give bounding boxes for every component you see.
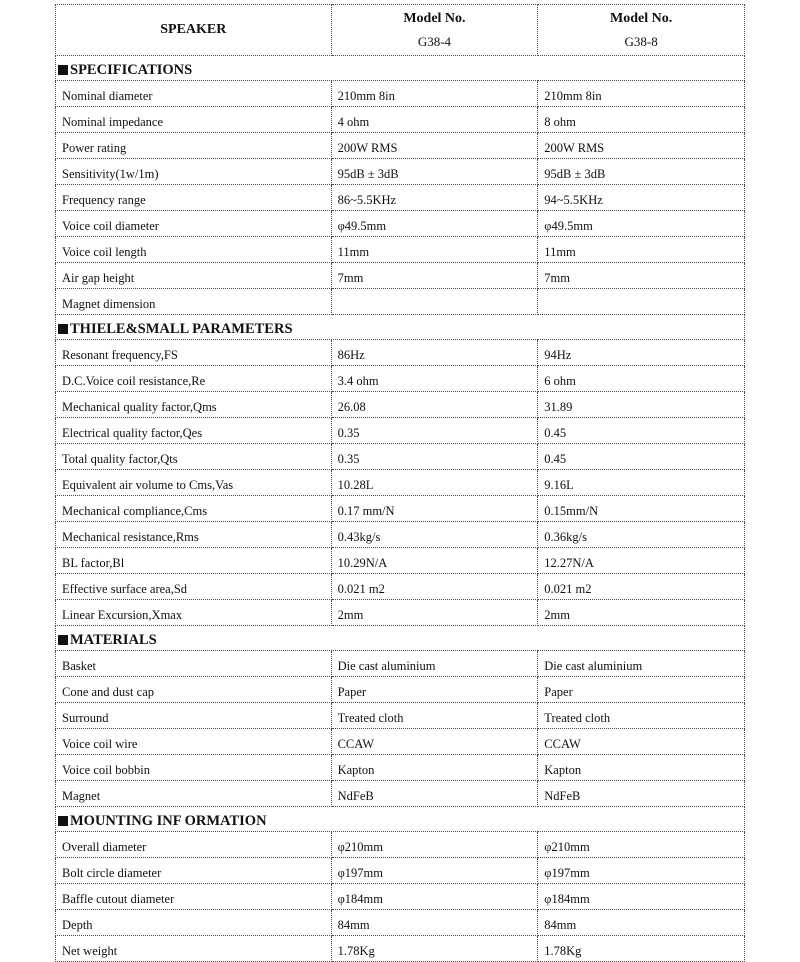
table-row xyxy=(56,185,745,211)
table-row xyxy=(56,470,745,496)
row-value-model1: 2mm xyxy=(331,600,538,626)
row-label: Magnet dimension xyxy=(56,289,332,315)
row-value-model2: 12.27N/A xyxy=(538,548,745,574)
header-speaker: SPEAKER xyxy=(56,5,332,56)
row-value-model2: φ197mm xyxy=(538,858,745,884)
row-value-model1: 86Hz xyxy=(331,340,538,366)
section-title-cell xyxy=(56,807,745,832)
row-value-model1 xyxy=(331,289,538,315)
header-model-1-title: Model No. xyxy=(403,10,466,26)
table-row xyxy=(56,858,745,884)
table-row xyxy=(56,548,745,574)
section-title: MOUNTING INF ORMATION xyxy=(70,812,267,829)
row-value-model2: 0.45 xyxy=(538,444,745,470)
section-title: MATERIALS xyxy=(70,631,157,648)
row-value-model1: φ197mm xyxy=(331,858,538,884)
table-row xyxy=(56,263,745,289)
table-row xyxy=(56,522,745,548)
row-value-model1: 10.29N/A xyxy=(331,548,538,574)
row-label: Cone and dust cap xyxy=(56,677,332,703)
table-row xyxy=(56,677,745,703)
table-row xyxy=(56,159,745,185)
table-row xyxy=(56,884,745,910)
section-title-cell xyxy=(56,626,745,651)
row-value-model2: 7mm xyxy=(538,263,745,289)
row-value-model1: φ49.5mm xyxy=(331,211,538,237)
row-value-model1: φ210mm xyxy=(331,832,538,858)
row-value-model2: 200W RMS xyxy=(538,133,745,159)
row-label: Resonant frequency,FS xyxy=(56,340,332,366)
row-value-model2: φ184mm xyxy=(538,884,745,910)
row-label: Voice coil length xyxy=(56,237,332,263)
table-row xyxy=(56,366,745,392)
row-value-model2: Paper xyxy=(538,677,745,703)
row-label: Power rating xyxy=(56,133,332,159)
row-label: Sensitivity(1w/1m) xyxy=(56,159,332,185)
row-value-model1: 84mm xyxy=(331,910,538,936)
row-value-model2: 0.36kg/s xyxy=(538,522,745,548)
row-label: Overall diameter xyxy=(56,832,332,858)
row-value-model1: 4 ohm xyxy=(331,107,538,133)
row-value-model1: 0.43kg/s xyxy=(331,522,538,548)
bullet-square-icon xyxy=(58,324,68,334)
section-title-cell xyxy=(56,315,745,340)
row-value-model2: 0.45 xyxy=(538,418,745,444)
row-label: Equivalent air volume to Cms,Vas xyxy=(56,470,332,496)
row-value-model2: CCAW xyxy=(538,729,745,755)
row-value-model1: 7mm xyxy=(331,263,538,289)
row-value-model2: 95dB ± 3dB xyxy=(538,159,745,185)
row-value-model1: 11mm xyxy=(331,237,538,263)
row-value-model1: 26.08 xyxy=(331,392,538,418)
bullet-square-icon xyxy=(58,635,68,645)
header-model-1 xyxy=(331,5,538,56)
row-label: Effective surface area,Sd xyxy=(56,574,332,600)
table-body xyxy=(56,5,745,962)
row-value-model2: Die cast aluminium xyxy=(538,651,745,677)
row-value-model1: Kapton xyxy=(331,755,538,781)
row-value-model1: 210mm 8in xyxy=(331,81,538,107)
row-label: Net weight xyxy=(56,936,332,962)
section-title: THIELE&SMALL PARAMETERS xyxy=(70,320,293,337)
table-header-row xyxy=(56,5,745,56)
row-label: Voice coil wire xyxy=(56,729,332,755)
row-label: D.C.Voice coil resistance,Re xyxy=(56,366,332,392)
row-value-model2: 9.16L xyxy=(538,470,745,496)
row-label: Mechanical quality factor,Qms xyxy=(56,392,332,418)
row-label: Voice coil bobbin xyxy=(56,755,332,781)
row-value-model2: NdFeB xyxy=(538,781,745,807)
header-model-2-value: G38-8 xyxy=(624,33,658,49)
row-value-model2: 1.78Kg xyxy=(538,936,745,962)
table-row xyxy=(56,392,745,418)
row-value-model1: 0.17 mm/N xyxy=(331,496,538,522)
table-row xyxy=(56,133,745,159)
row-value-model2: 31.89 xyxy=(538,392,745,418)
header-model-2-title: Model No. xyxy=(610,10,673,26)
table-row xyxy=(56,910,745,936)
row-value-model1: 200W RMS xyxy=(331,133,538,159)
row-value-model2: φ49.5mm xyxy=(538,211,745,237)
row-label: Air gap height xyxy=(56,263,332,289)
row-label: Basket xyxy=(56,651,332,677)
section-header-row xyxy=(56,315,745,340)
table-row xyxy=(56,600,745,626)
row-value-model1: Paper xyxy=(331,677,538,703)
row-value-model2: 0.15mm/N xyxy=(538,496,745,522)
row-label: Magnet xyxy=(56,781,332,807)
table-row xyxy=(56,107,745,133)
row-label: Mechanical resistance,Rms xyxy=(56,522,332,548)
row-value-model1: 86~5.5KHz xyxy=(331,185,538,211)
section-header-row xyxy=(56,56,745,81)
table-row xyxy=(56,729,745,755)
row-value-model1: Die cast aluminium xyxy=(331,651,538,677)
row-value-model1: NdFeB xyxy=(331,781,538,807)
row-value-model1: φ184mm xyxy=(331,884,538,910)
table-row xyxy=(56,703,745,729)
section-title-cell xyxy=(56,56,745,81)
row-value-model2: 6 ohm xyxy=(538,366,745,392)
row-label: Nominal diameter xyxy=(56,81,332,107)
table-row xyxy=(56,574,745,600)
header-model-2 xyxy=(538,5,745,56)
row-label: Surround xyxy=(56,703,332,729)
table-row xyxy=(56,289,745,315)
row-value-model2: φ210mm xyxy=(538,832,745,858)
bullet-square-icon xyxy=(58,65,68,75)
section-title: SPECIFICATIONS xyxy=(70,61,193,78)
table-row xyxy=(56,936,745,962)
row-label: Total quality factor,Qts xyxy=(56,444,332,470)
row-label: Voice coil diameter xyxy=(56,211,332,237)
row-label: Linear Excursion,Xmax xyxy=(56,600,332,626)
table-row xyxy=(56,340,745,366)
section-header-row xyxy=(56,626,745,651)
table-row xyxy=(56,211,745,237)
row-value-model1: 10.28L xyxy=(331,470,538,496)
row-value-model1: CCAW xyxy=(331,729,538,755)
row-value-model2: 94~5.5KHz xyxy=(538,185,745,211)
row-label: Bolt circle diameter xyxy=(56,858,332,884)
table-row xyxy=(56,81,745,107)
row-value-model2: 94Hz xyxy=(538,340,745,366)
row-value-model2: 84mm xyxy=(538,910,745,936)
table-row xyxy=(56,418,745,444)
table-row xyxy=(56,496,745,522)
row-label: Mechanical compliance,Cms xyxy=(56,496,332,522)
row-value-model2: Kapton xyxy=(538,755,745,781)
speaker-specification-table xyxy=(55,4,745,962)
row-value-model2: 0.021 m2 xyxy=(538,574,745,600)
header-model-1-value: G38-4 xyxy=(417,33,452,49)
row-value-model2: 11mm xyxy=(538,237,745,263)
row-value-model1: Treated cloth xyxy=(331,703,538,729)
row-value-model1: 3.4 ohm xyxy=(331,366,538,392)
row-value-model1: 1.78Kg xyxy=(331,936,538,962)
row-label: Nominal impedance xyxy=(56,107,332,133)
row-value-model1: 95dB ± 3dB xyxy=(331,159,538,185)
table-row xyxy=(56,832,745,858)
row-value-model2: 210mm 8in xyxy=(538,81,745,107)
bullet-square-icon xyxy=(58,816,68,826)
row-value-model2: 2mm xyxy=(538,600,745,626)
table-row xyxy=(56,651,745,677)
table-row xyxy=(56,781,745,807)
table-row xyxy=(56,444,745,470)
table-row xyxy=(56,237,745,263)
row-label: Baffle cutout diameter xyxy=(56,884,332,910)
row-value-model2: Treated cloth xyxy=(538,703,745,729)
row-label: BL factor,Bl xyxy=(56,548,332,574)
row-label: Frequency range xyxy=(56,185,332,211)
row-label: Electrical quality factor,Qes xyxy=(56,418,332,444)
row-value-model1: 0.021 m2 xyxy=(331,574,538,600)
row-value-model2 xyxy=(538,289,745,315)
row-value-model1: 0.35 xyxy=(331,444,538,470)
table-row xyxy=(56,755,745,781)
row-value-model2: 8 ohm xyxy=(538,107,745,133)
row-label: Depth xyxy=(56,910,332,936)
row-value-model1: 0.35 xyxy=(331,418,538,444)
section-header-row xyxy=(56,807,745,832)
